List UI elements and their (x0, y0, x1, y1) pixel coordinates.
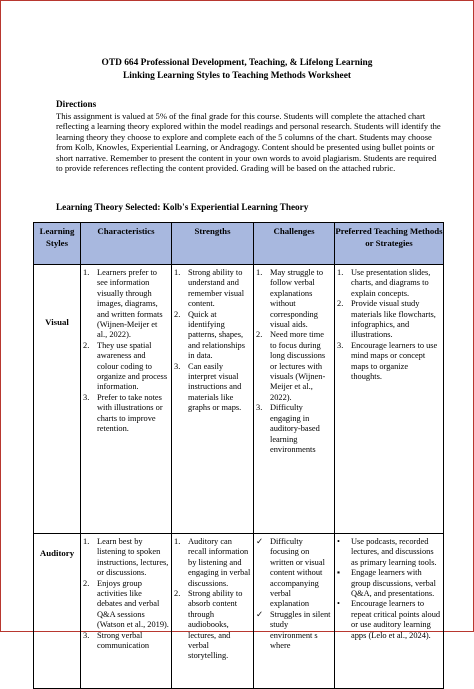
challenges-cell (254, 534, 335, 689)
learning-styles-table (33, 222, 444, 689)
list-item: 1. Auditory can recall information by listening and engaging in verbal discussions. (174, 537, 251, 588)
square-bullet-icon: ▪ (337, 568, 340, 578)
list-item: ✓ Struggles in silent study environment s where (256, 609, 331, 651)
strengths-cell (172, 534, 254, 689)
directions-heading: Directions (56, 99, 97, 109)
list-item: 1. Learners prefer to see information visually through images, diagrams, and written formats (Wijnen-Meijer et al., 2022). (83, 268, 163, 340)
methods-cell (335, 534, 444, 689)
list-item: 2. Enjoys group activities like debates and verbal Q&A sessions (Watson et al., 2019). (83, 578, 169, 630)
header-challenges: Challenges (254, 223, 335, 265)
list-item: • Encourage learners to repeat critical points aloud or use auditory learning apps (Lelo et al., 2024). (337, 599, 441, 640)
checkmark-icon: ✓ (256, 537, 264, 546)
course-title: OTD 664 Professional Development, Teaching, & Lifelong Learning (101, 58, 373, 68)
table-row (34, 534, 444, 689)
header-strengths: Strengths (172, 223, 254, 265)
checkmark-icon: ✓ (256, 609, 264, 619)
learning-style-label: Auditory (34, 534, 81, 689)
list-item: 1. May struggle to follow verbal explanations without corresponding visual aids. (256, 268, 324, 330)
list-item: 1. Use presentation slides, charts, and diagrams to explain concepts. (337, 268, 431, 298)
list-item: ▪ Engage learners with group discussions, verbal Q&A, and presentations. (337, 568, 436, 599)
methods-cell (335, 265, 444, 534)
list-item: 3. Can easily interpret visual instructions and materials like graphs or maps. (174, 361, 242, 413)
list-item: 2. Provide visual study materials like flowcharts, infographics, and illustrations. (337, 299, 436, 340)
list-item: ✓ Difficulty focusing on written or visual content without accompanying verbal explanation (256, 537, 325, 609)
characteristics-cell (81, 265, 172, 534)
document-header (1, 57, 473, 83)
list-item: 2. They use spatial awareness and colour coding to organize and process information. (83, 340, 168, 392)
worksheet-title: Linking Learning Styles to Teaching Methods Worksheet (123, 71, 351, 81)
table-header-row (34, 223, 444, 265)
strengths-cell (172, 265, 254, 534)
learning-theory-selected: Learning Theory Selected: Kolb's Experiential Learning Theory (56, 202, 309, 212)
table-row (34, 265, 444, 534)
list-item: 3. Difficulty engaging in auditory-based learning environments (256, 403, 320, 454)
list-item: • Use podcasts, recorded lectures, and discussions as primary learning tools. (337, 537, 437, 567)
list-item: 1. Learn best by listening to spoken instructions, lectures, or discussions. (83, 537, 169, 578)
directions-paragraph: This assignment is valued at 5% of the final grade for this course. Students will complete the attached chart reflecting a learning theory explored within the model readings and personal research. Students will identify the learning theory they choose to explore and complete each of the 5 columns of the chart. Students may choose from Kolb, Knowles, Experiential Learning, or Andragogy. Content should be presented using bullet points or short narrative. Remember to present the content in your own words to avoid plagiarism. Students are required to provide references reflecting the content provided. Grading will be based on the attached rubric. (56, 111, 441, 174)
header-teaching-methods: Preferred Teaching Methods or Strategies (335, 223, 444, 265)
list-item: 2. Strong ability to absorb content through audiobooks, lectures, and verbal storytelling. (174, 589, 243, 661)
list-item: 3. Prefer to take notes with illustrations or charts to improve retention. (83, 392, 163, 434)
learning-style-label: Visual (34, 265, 81, 534)
list-item: 2. Quick at identifying patterns, shapes, and relationships in data. (174, 309, 245, 361)
list-item: 1. Strong ability to understand and remember visual content. (174, 268, 245, 309)
list-item: 2. Need more time to focus during long discussions or lectures with visuals (Wijnen-Meijer et al., 2022). (256, 330, 326, 402)
header-characteristics: Characteristics (81, 223, 172, 265)
bullet-icon: • (337, 599, 340, 609)
header-learning-styles: Learning Styles (34, 223, 81, 265)
list-item: 3. Encourage learners to use mind maps or concept maps to organize thoughts. (337, 340, 438, 382)
challenges-cell (254, 265, 335, 534)
bullet-icon: • (337, 537, 340, 546)
list-item: 3. Strong verbal communication (83, 630, 150, 651)
characteristics-cell (81, 534, 172, 689)
